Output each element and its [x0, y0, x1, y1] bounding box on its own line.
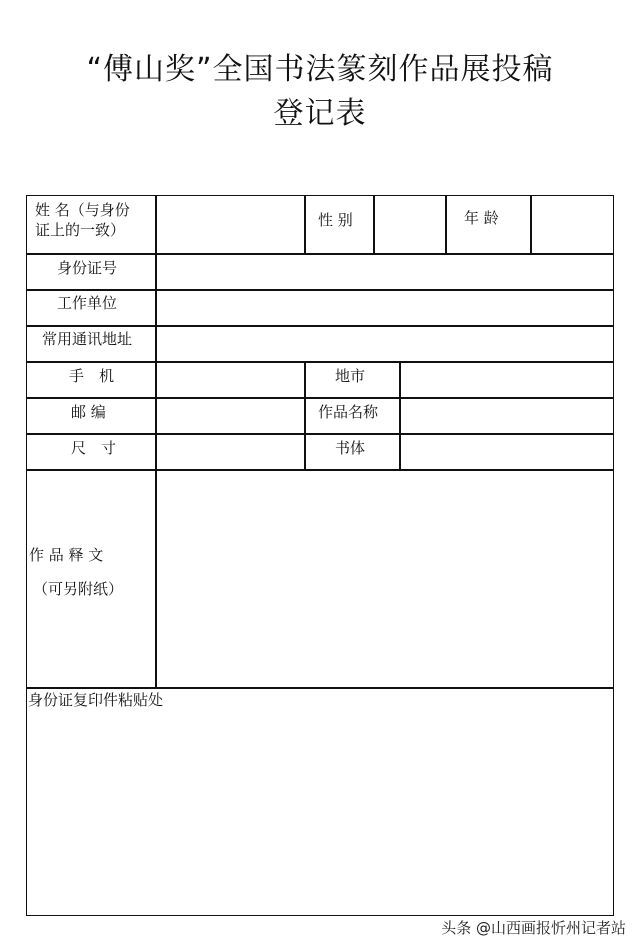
name-label-line1: 姓 名（与身份: [35, 201, 130, 219]
row-divider: [27, 253, 613, 255]
address-label: 常用通讯地址: [42, 330, 133, 348]
form-title-line1: “傅山奖”全国书法篆刻作品展投稿: [86, 52, 554, 87]
row-divider: [27, 469, 613, 471]
row-divider: [27, 433, 613, 435]
work-text-label: 作 品 释 文: [29, 546, 104, 564]
row-divider: [27, 361, 613, 363]
gender-label: 性 别: [318, 211, 353, 229]
name-label: [35, 200, 130, 240]
work-text-note: （可另附纸）: [33, 580, 124, 598]
column-divider: [530, 196, 532, 254]
watermark: 头条 @山西画报忻州记者站: [441, 919, 626, 937]
column-divider: [304, 361, 306, 470]
row-divider: [27, 397, 613, 399]
id-number-label: 身份证号: [57, 259, 118, 277]
postcode-label: 邮 编: [71, 403, 106, 421]
age-label: 年 龄: [464, 209, 499, 227]
form-title: [0, 48, 640, 136]
column-divider: [399, 361, 401, 470]
workplace-label: 工作单位: [57, 294, 118, 312]
city-label: 地市: [335, 367, 366, 385]
id-copy-label: 身份证复印件粘贴处: [28, 691, 164, 709]
column-divider: [155, 196, 157, 688]
script-style-label: 书体: [335, 439, 366, 457]
row-divider: [27, 289, 613, 291]
work-title-label: 作品名称: [318, 403, 379, 421]
column-divider: [445, 196, 447, 254]
phone-label: 手 机: [69, 367, 115, 385]
row-divider: [27, 687, 613, 689]
size-label: 尺 寸: [71, 439, 117, 457]
column-divider: [304, 196, 306, 254]
name-label-line2: 证上的一致）: [35, 221, 126, 239]
form-title-line2: 登记表: [273, 96, 367, 131]
registration-form-table: [26, 195, 614, 916]
column-divider: [373, 196, 375, 254]
row-divider: [27, 325, 613, 327]
